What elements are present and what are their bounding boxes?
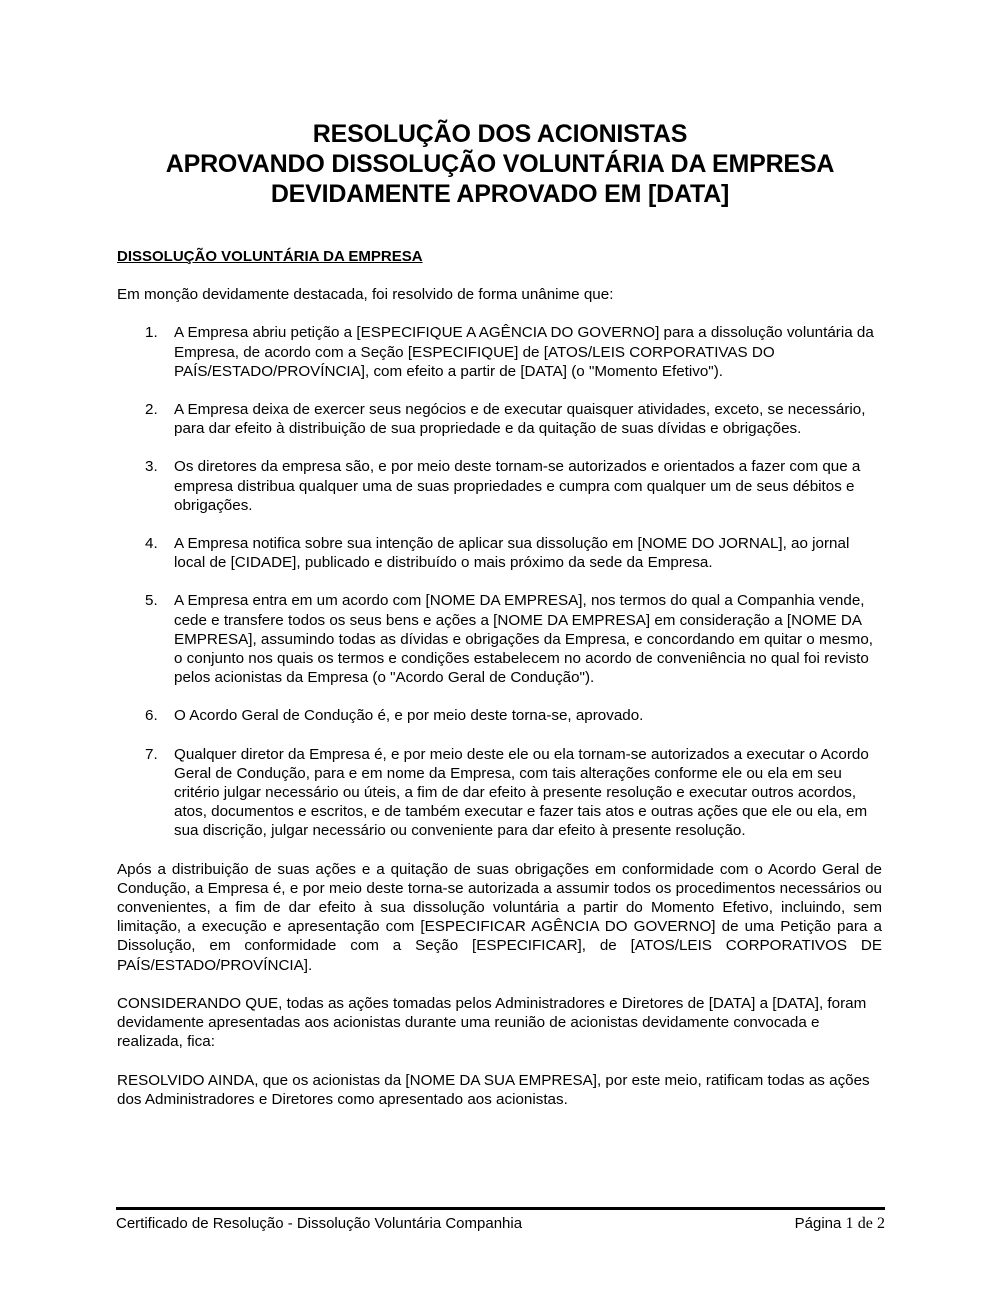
intro-text: Em monção devidamente destacada, foi resolvido de forma unânime que: [117, 286, 614, 304]
list-item-number: 3. [145, 458, 158, 476]
list-item [117, 323, 882, 381]
list-item-text: Qualquer diretor da Empresa é, e por meio deste ele ou ela tornam-se autorizados a executar o Acordo Geral de Condução, para e em nome da Empresa, com tais alterações conforme ele ou ela em seu critério julgar necessário ou úteis, a fim de dar efeito à presente resolução e executar outros acordos, atos, documentos e escritos, e de também executar e fazer tais atos e outras ações que ele ou ela, em sua discrição, julgar necessário ou conveniente para dar efeito à presente resolução. [174, 745, 869, 840]
document-title [0, 119, 1000, 209]
list-item-text: A Empresa deixa de exercer seus negócios e de executar quaisquer atividades, exceto, se necessário, para dar efeito à distribuição de sua propriedade e da quitação de suas dívidas e obrigações. [174, 401, 866, 438]
page-label: Página [794, 1215, 842, 1232]
page-footer [116, 1207, 885, 1233]
section-heading: DISSOLUÇÃO VOLUNTÁRIA DA EMPRESA [117, 248, 423, 265]
title-line-2: APROVANDO DISSOLUÇÃO VOLUNTÁRIA DA EMPRESA [165, 150, 835, 178]
list-item-number: 2. [145, 401, 158, 419]
page-number [795, 1215, 885, 1233]
page-current: 1 [845, 1215, 854, 1232]
document-body [117, 247, 882, 1128]
page-of: de [857, 1215, 873, 1232]
list-item [117, 745, 882, 841]
list-item [117, 400, 882, 438]
list-item-number: 7. [145, 745, 158, 763]
list-item [117, 534, 882, 572]
list-item [117, 706, 882, 725]
list-item-text: Os diretores da empresa são, e por meio deste tornam-se autorizados e orientados a fazer com que a empresa distribua qualquer uma de suas propriedades e cumpra com qualquer um de seus débitos e obrigações. [174, 458, 861, 514]
list-item-number: 6. [145, 707, 158, 725]
list-item-number: 1. [145, 324, 158, 342]
resolution-list [117, 323, 882, 840]
paragraph-dissolution-procedures: Após a distribuição de suas ações e a quitação de suas obrigações em conformidade com o Acordo Geral de Condução, a Empresa é, e por meio deste torna-se autorizada a assumir todos os procedimentos necessários ou convenientes, a fim de dar efeito à sua dissolução voluntária a partir do Momento Efetivo, incluindo, sem limitação, a execução e apresentação com [ESPECIFICAR AGÊNCIA DO GOVERNO] de uma Petição para a Dissolução, em conformidade com a Seção [ESPECIFICAR], de [ATOS/LEIS CORPORATIVOS DE PAÍS/ESTADO/PROVÍNCIA]. [117, 860, 882, 974]
list-item-text: A Empresa abriu petição a [ESPECIFIQUE A AGÊNCIA DO GOVERNO] para a dissolução voluntária da Empresa, de acordo com a Seção [ESPECIFIQUE] de [ATOS/LEIS CORPORATIVAS DO PAÍS/ESTADO/PROVÍNCIA], com efeito a partir de [DATA] (o "Momento Efetivo"). [174, 324, 874, 380]
footer-divider [116, 1207, 885, 1210]
title-line-1: RESOLUÇÃO DOS ACIONISTAS [312, 120, 688, 148]
list-item [117, 591, 882, 687]
footer-document-name: Certificado de Resolução - Dissolução Voluntária Companhia [116, 1215, 523, 1232]
list-item-text: O Acordo Geral de Condução é, e por meio deste torna-se, aprovado. [174, 707, 644, 725]
list-item-number: 5. [145, 592, 158, 610]
paragraph-further-resolved: RESOLVIDO AINDA, que os acionistas da [NOME DA SUA EMPRESA], por este meio, ratificam todas as ações dos Administradores e Diretores como apresentado aos acionistas. [117, 1071, 870, 1108]
paragraph-whereas: CONSIDERANDO QUE, todas as ações tomadas pelos Administradores e Diretores de [DATA] a [DATA], foram devidamente apresentadas aos acionistas durante uma reunião de acionistas devidamente convocada e realizada, fica: [117, 994, 867, 1051]
list-item [117, 457, 882, 515]
title-line-3: DEVIDAMENTE APROVADO EM [DATA] [270, 180, 730, 208]
page-total: 2 [877, 1215, 885, 1232]
list-item-text: A Empresa entra em um acordo com [NOME DA EMPRESA], nos termos do qual a Companhia vende, cede e transfere todos os seus bens e ações a [NOME DA EMPRESA] em consideração a [NOME DA EMPRESA], assumindo todas as dívidas e obrigações da Empresa, e concordando em quitar o mesmo, o conjunto nos quais os termos e condições estabelecem no acordo de conveniência no qual foi revisto pelos acionistas da Empresa (o "Acordo Geral de Condução"). [174, 592, 873, 687]
list-item-number: 4. [145, 535, 158, 553]
list-item-text: A Empresa notifica sobre sua intenção de aplicar sua dissolução em [NOME DO JORNAL], ao jornal local de [CIDADE], publicado e distribuído o mais próximo da sede da Empresa. [174, 535, 850, 572]
